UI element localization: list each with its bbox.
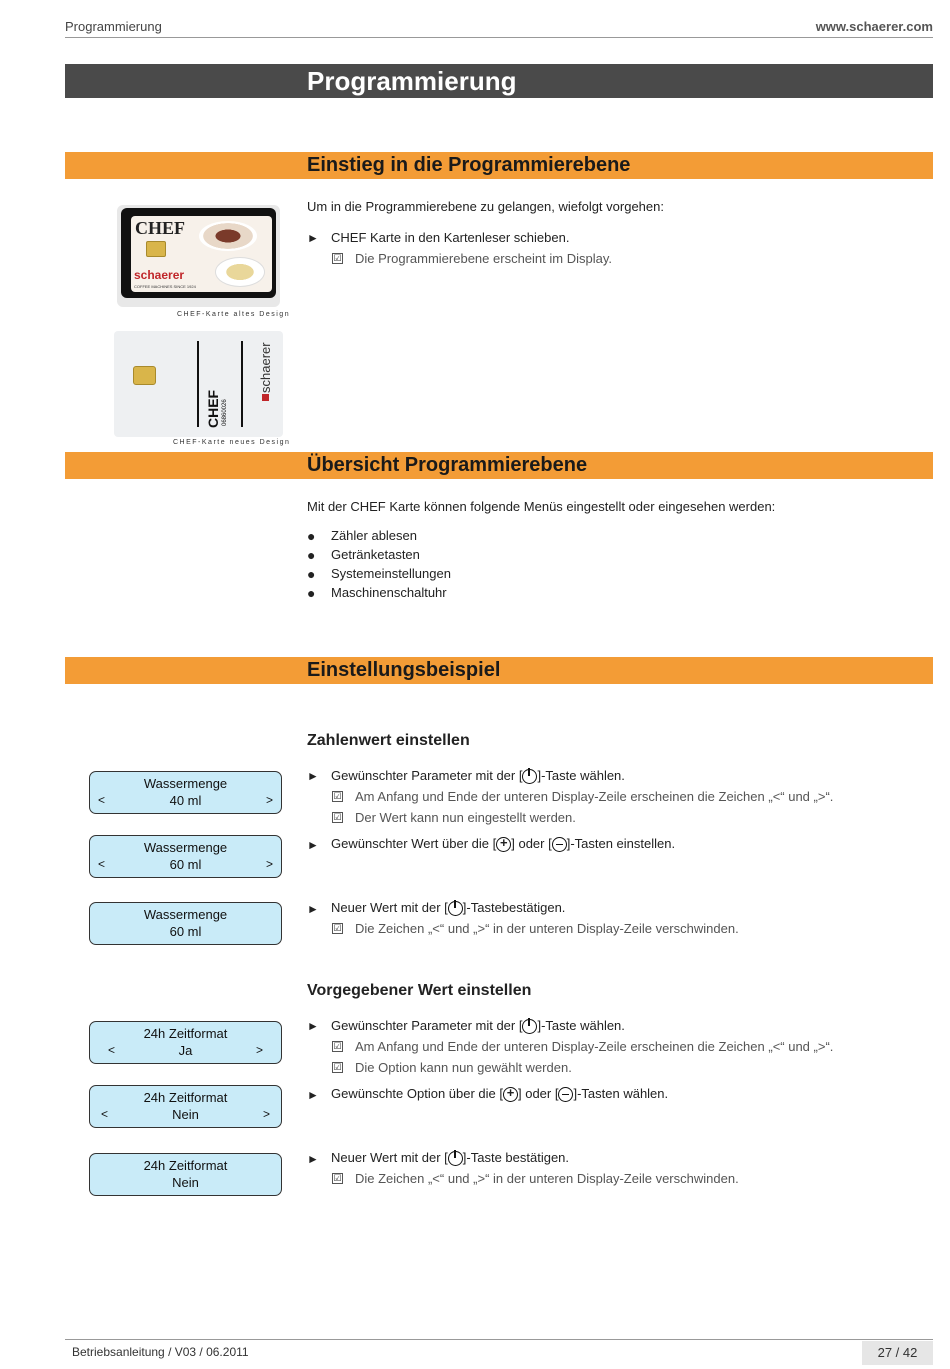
menu-item: Systemeinstellungen (331, 566, 451, 581)
section-heading-uebersicht: Übersicht Programmierebene (307, 454, 588, 476)
chef-card-old-image (117, 205, 280, 307)
card-new-label: CHEF (205, 389, 221, 428)
coffee-cup-icon (199, 221, 257, 251)
card-new-brand: schaerer (258, 342, 273, 393)
display-panel (89, 1153, 282, 1196)
chef-card-new-image (114, 331, 283, 437)
vw-step-1-post: ]-Taste wählen. (537, 1018, 625, 1033)
display-panel (89, 835, 282, 878)
vw-step-2-mid: ] oder [ (518, 1086, 559, 1101)
einstieg-result: Die Programmierebene erscheint im Display. (355, 251, 612, 266)
display-line-1: Wassermenge (143, 907, 228, 922)
zw-step-3 (331, 900, 565, 916)
page-title: Programmierung (307, 66, 517, 96)
display-line-1: 24h Zeitformat (143, 1090, 228, 1105)
power-icon (522, 769, 537, 784)
display-line-2: 60 ml (169, 857, 202, 872)
coffee-cup-icon (215, 257, 265, 287)
display-right-marker: > (262, 1107, 270, 1121)
display-line-1: Wassermenge (143, 840, 228, 855)
page-number: 27 / 42 (862, 1341, 933, 1365)
display-line-2: Nein (172, 1175, 199, 1190)
power-icon (448, 901, 463, 916)
zw-result-3: Die Zeichen „<“ und „>“ in der unteren Display-Zeile verschwinden. (355, 921, 739, 936)
display-line-1: Wassermenge (143, 776, 228, 791)
bullet-icon: ● (307, 528, 316, 544)
step-arrow-icon: ► (307, 838, 319, 852)
checkbox-icon: ☑ (333, 1173, 342, 1183)
step-arrow-icon: ► (307, 1152, 319, 1166)
zw-step-1 (331, 768, 625, 784)
bullet-icon: ● (307, 547, 316, 563)
step-arrow-icon: ► (307, 902, 319, 916)
menu-item: Maschinenschaltuhr (331, 585, 447, 600)
checkbox-icon: ☑ (333, 253, 342, 263)
display-line-2: Nein (172, 1107, 199, 1122)
plus-icon (496, 837, 511, 852)
card-stripe (241, 341, 243, 427)
vw-step-3 (331, 1150, 569, 1166)
step-arrow-icon: ► (307, 231, 319, 245)
vw-step-3-post: ]-Taste bestätigen. (462, 1150, 570, 1165)
display-line-1: 24h Zeitformat (143, 1158, 228, 1173)
checkbox-icon: ☑ (333, 812, 342, 822)
footer-divider (65, 1339, 933, 1340)
header-website[interactable]: www.schaerer.com (815, 19, 933, 34)
card-old-tagline: COFFEE MACHINES SINCE 1924 (134, 284, 196, 289)
display-panel (89, 902, 282, 945)
vw-step-1 (331, 1018, 625, 1034)
zw-step-2-mid: ] oder [ (511, 836, 552, 851)
minus-icon (558, 1087, 573, 1102)
checkbox-icon: ☑ (333, 923, 342, 933)
vw-step-3-pre: Neuer Wert mit der [ (331, 1150, 448, 1165)
chip-icon (146, 241, 166, 257)
step-arrow-icon: ► (307, 1019, 319, 1033)
section-heading-beispiel: Einstellungsbeispiel (307, 659, 501, 681)
zw-result-2: Der Wert kann nun eingestellt werden. (355, 810, 576, 825)
menu-item: Getränketasten (331, 547, 420, 562)
vw-step-2-post: ]-Tasten wählen. (573, 1086, 669, 1101)
header-section-title: Programmierung (65, 19, 162, 34)
power-icon (522, 1019, 537, 1034)
chip-icon (133, 366, 156, 385)
power-icon (448, 1151, 463, 1166)
display-right-marker: > (265, 793, 273, 807)
display-right-marker: > (265, 857, 273, 871)
vw-step-2-pre: Gewünschte Option über die [ (331, 1086, 503, 1101)
bullet-icon: ● (307, 585, 316, 601)
vw-step-1-pre: Gewünschter Parameter mit der [ (331, 1018, 523, 1033)
einstieg-intro: Um in die Programmierebene zu gelangen, wiefolgt vorgehen: (307, 199, 664, 214)
header-divider (65, 37, 933, 38)
vw-result-3: Die Zeichen „<“ und „>“ in der unteren Display-Zeile verschwinden. (355, 1171, 739, 1186)
display-left-marker: < (101, 1107, 109, 1121)
zw-result-1: Am Anfang und Ende der unteren Display-Zeile erscheinen die Zeichen „<“ und „>“. (355, 789, 834, 804)
display-left-marker: < (98, 857, 106, 871)
card-stripe (197, 341, 199, 427)
subheading-zahlenwert: Zahlenwert einstellen (307, 732, 470, 749)
caption-card-old: CHEF-Karte altes Design (177, 311, 291, 318)
zw-step-3-pre: Neuer Wert mit der [ (331, 900, 448, 915)
display-left-marker: < (98, 793, 106, 807)
display-panel (89, 1021, 282, 1064)
bullet-icon: ● (307, 566, 316, 582)
section-heading-einstieg: Einstieg in die Programmierebene (307, 154, 631, 176)
display-line-2: Ja (178, 1043, 193, 1058)
card-old-brand: schaerer (134, 268, 185, 282)
zw-step-1-pre: Gewünschter Parameter mit der [ (331, 768, 523, 783)
card-new-number: 06860026 (222, 399, 228, 426)
display-line-2: 40 ml (169, 793, 202, 808)
caption-card-new: CHEF-Karte neues Design (173, 439, 291, 446)
zw-step-2 (331, 836, 675, 852)
vw-result-1: Am Anfang und Ende der unteren Display-Zeile erscheinen die Zeichen „<“ und „>“. (355, 1039, 834, 1054)
zw-step-2-post: ]-Tasten einstellen. (566, 836, 676, 851)
card-old-logo: CHEF (135, 218, 186, 238)
minus-icon (552, 837, 567, 852)
display-line-2: 60 ml (169, 924, 202, 939)
subheading-vorgegeben: Vorgegebener Wert einstellen (307, 982, 532, 999)
vw-result-2: Die Option kann nun gewählt werden. (355, 1060, 572, 1075)
zw-step-3-post: ]-Tastebestätigen. (462, 900, 566, 915)
footer-document-info: Betriebsanleitung / V03 / 06.2011 (72, 1345, 249, 1359)
checkbox-icon: ☑ (333, 1041, 342, 1051)
swiss-flag-icon (262, 394, 269, 401)
uebersicht-intro: Mit der CHEF Karte können folgende Menüs eingestellt oder eingesehen werden: (307, 499, 776, 514)
step-arrow-icon: ► (307, 769, 319, 783)
step-arrow-icon: ► (307, 1088, 319, 1102)
display-left-marker: < (108, 1043, 116, 1057)
plus-icon (503, 1087, 518, 1102)
zw-step-1-post: ]-Taste wählen. (537, 768, 625, 783)
display-panel (89, 1085, 282, 1128)
display-panel (89, 771, 282, 814)
einstieg-step: CHEF Karte in den Kartenleser schieben. (331, 230, 570, 245)
display-line-1: 24h Zeitformat (143, 1026, 228, 1041)
checkbox-icon: ☑ (333, 791, 342, 801)
menu-item: Zähler ablesen (331, 528, 417, 543)
display-right-marker: > (255, 1043, 263, 1057)
vw-step-2 (331, 1086, 668, 1102)
checkbox-icon: ☑ (333, 1062, 342, 1072)
zw-step-2-pre: Gewünschter Wert über die [ (331, 836, 497, 851)
